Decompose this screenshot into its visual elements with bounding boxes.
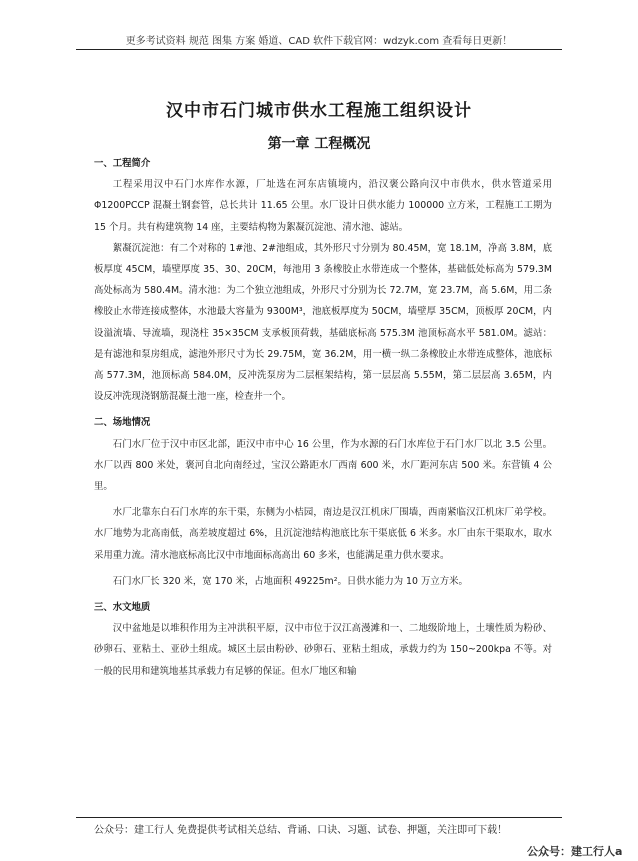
paragraph: 絮凝沉淀池：有二个对称的 1#池、2#池组成，其外形尺寸分别为 80.45M，宽 18.1M，净高 3.8M，底板厚度 45CM，墙壁厚度 35、30、20CM，每池用 3 条橡胶止水带连成一个整体，基础低处标高为 579.3M 高处标高为 580.4M。清水池：为二个独立池组成，外形尺寸分别为长 72.7M，宽 23.7M，高 5.6M，用二条橡胶止水带连接成整体，水池最大容量为 9300M³，池底板厚度为 50CM，墙壁厚 35CM，顶板厚 20CM，内设溢流墙、导流墙，现浇柱 35×35CM 支承板顶荷载，基础底标高 575.3M 池顶标高水平 581.0M。滤站：是有滤池和泵房组成，滤池外形尺寸为长 29.75M，宽 36.2M，用一横一纵二条橡胶止水带连成整体，池底标高 577.3M，池顶标高 584.0M，反冲洗泵房为二层框架结构，第一层层高 5.55M，第二层层高 3.65M，内设反冲洗现浇钢筋混凝土池一座，检查井一个。	[94, 242, 552, 403]
paragraph: 工程采用汉中石门水库作水源，厂址选在河东店镇境内，沿汉褒公路向汉中市供水，供水管道采用Φ1200PCCP 混凝土钢套管，总长共计 11.65 公里。水厂设计日供水能力 100000 立方米，工程施工工期为 15 个月。共有构建筑物 14 座，主要结构物为絮凝沉淀池、清水池、滤站。	[94, 179, 552, 233]
paragraph: 石门水厂位于汉中市区北部，距汉中市中心 16 公里，作为水源的石门水库位于石门水厂以北 3.5 公里。水厂以西 800 米处，褒河自北向南经过，宝汉公路距水厂西南 600 米，水厂距河东店 500 米。东营镇 4 公里。	[94, 438, 552, 493]
document-body	[94, 153, 552, 682]
section-heading-overview: 一、工程简介	[94, 158, 151, 169]
header-rule	[76, 49, 562, 50]
paragraph: 水厂北靠东白石门水库的东干渠，东侧为小桔园，南边是汉江机床厂围墙，西南紧临汉江机床厂弟学校。水厂地势为北高南低，高差坡度超过 6%，且沉淀池结构池底比东干渠底低 6 米多。水厂由东干渠取水，取水采用重力流。清水池底标高比汉中市地面标高高出 60 多米，也能满足重力供水要求。	[94, 507, 552, 561]
header-banner: 更多考试资料 规范 图集 方案 婚道、CAD 软件下载官网：wdzyk.com 查看每日更新！	[125, 36, 513, 47]
section-heading-hydrogeology: 三、水文地质	[94, 602, 151, 614]
watermark-label: 公众号：建工行人a	[527, 845, 623, 858]
document-title: 汉中市石门城市供水工程施工组织设计	[166, 101, 472, 121]
paragraph: 汉中盆地是以堆积作用为主冲洪积平原，汉中市位于汉江高漫滩和一、二地级阶地上，土壤性质为粉砂、砂卵石、亚粘土、亚砂土组成。城区土层由粉砂、砂卵石、亚粘土组成，承载力约为 150~200kpa 不等。对一般的民用和建筑地基其承载力有足够的保证。但水厂地区和输	[94, 623, 552, 677]
paragraph: 石门水厂长 320 米，宽 170 米，占地面积 49225m²。日供水能力为 10 万立方米。	[112, 575, 468, 587]
section-heading-site: 二、场地情况	[94, 417, 151, 429]
footer-rule	[76, 817, 562, 818]
footer-note: 公众号：建工行人 免费提供考试相关总结、背诵、口诀、习题、试卷、押题，关注即可下载！	[94, 825, 508, 836]
chapter-heading: 第一章 工程概况	[267, 136, 371, 152]
